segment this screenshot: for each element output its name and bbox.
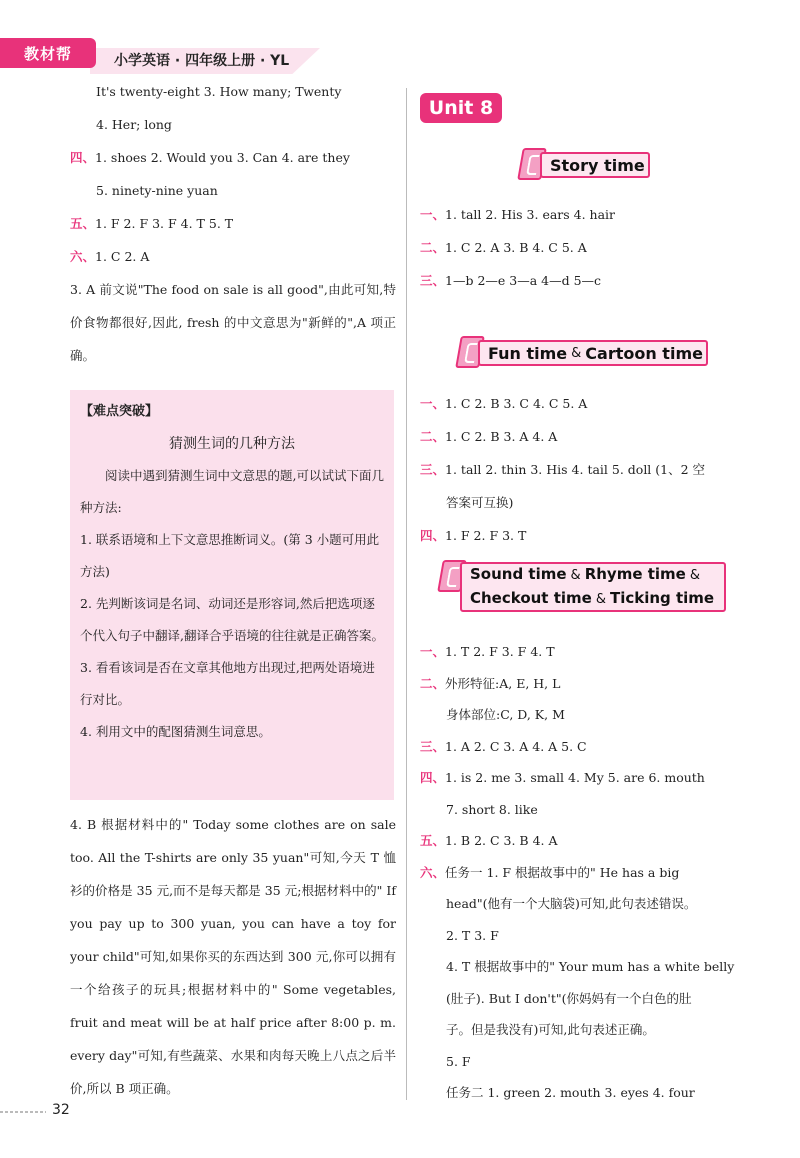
answer-line: 1. C 2. B 3. A 4. A	[445, 429, 558, 444]
answer-line: 1. C 2. B 3. C 4. C 5. A	[445, 396, 588, 411]
section-mark: 四、	[420, 528, 446, 543]
section-mark: 六、	[70, 249, 96, 264]
answer-line: 1. is 2. me 3. small 4. My 5. are 6. mouth	[445, 770, 705, 785]
answer-line: 任务二 1. green 2. mouth 3. eyes 4. four	[446, 1085, 695, 1100]
unit-label: Unit 8	[420, 93, 502, 123]
ampersand: &	[571, 345, 582, 361]
answer-line: 1. F 2. F 3. F 4. T 5. T	[95, 216, 234, 231]
tip-box	[70, 390, 394, 800]
answer-line: 子。但是我没有)可知,此句表述正确。	[446, 1022, 655, 1037]
answer-line: 1. shoes 2. Would you 3. Can 4. are they	[95, 150, 350, 165]
section-banner-sound	[460, 562, 726, 612]
tip-item: 1. 联系语境和上下文意思推断词义。(第 3 小题可用此方法)	[80, 532, 380, 579]
answer-line: 1. T 2. F 3. F 4. T	[445, 644, 555, 659]
column-divider	[406, 88, 407, 1100]
answer-line: 外形特征:A, E, H, L	[445, 675, 561, 691]
answer-line: 7. short 8. like	[446, 801, 538, 817]
page-dots	[0, 1111, 46, 1113]
tip-item: 2. 先判断该词是名词、动词还是形容词,然后把选项逐个代入句子中翻译,翻译合乎语境的往往就是正确答案。	[80, 596, 384, 643]
section-title: Sound time	[470, 565, 567, 583]
section-mark: 二、	[420, 675, 446, 691]
section-banner-fun	[478, 340, 708, 366]
section-title: Story time	[550, 155, 645, 175]
answer-line: 4. Her; long	[96, 117, 172, 132]
answer-line: 5. F	[446, 1053, 471, 1069]
section-title: Checkout time	[470, 589, 592, 607]
tip-heading: 【难点突破】	[80, 404, 159, 419]
section-banner-story	[540, 152, 650, 178]
section-mark: 二、	[420, 429, 446, 444]
answer-line: 1. B 2. C 3. B 4. A	[445, 833, 558, 848]
section-mark: 六、	[420, 864, 446, 880]
section-title: Fun time	[488, 343, 568, 363]
section-mark: 四、	[70, 150, 96, 165]
explanation-q3: 3. A 前文说"The food on sale is all good",由此可知,特价食物都很好,因此, fresh 的中文意思为"新鲜的",A 项正确。	[70, 282, 396, 363]
answer-line: 1. C 2. A 3. B 4. C 5. A	[445, 240, 587, 255]
tip-intro: 阅读中遇到猜测生词中文意思的题,可以试试下面几种方法:	[80, 468, 384, 515]
answer-line: 1. tall 2. His 3. ears 4. hair	[445, 207, 616, 222]
tip-item: 3. 看看该词是否在文章其他地方出现过,把两处语境进行对比。	[80, 660, 375, 707]
section-mark: 三、	[420, 462, 446, 477]
answer-line: (肚子). But I don't"(你妈妈有一个白色的肚	[446, 990, 692, 1006]
answer-line: 1—b 2—e 3—a 4—d 5—c	[445, 273, 602, 288]
section-title: Rhyme time	[584, 565, 686, 583]
section-mark: 二、	[420, 240, 446, 255]
section-mark: 一、	[420, 396, 446, 411]
section-mark: 一、	[420, 644, 446, 659]
answer-line: 答案可互换)	[446, 495, 514, 510]
answer-line: head"(他有一个大脑袋)可知,此句表述错误。	[446, 896, 697, 911]
brand-logo: 教材帮	[0, 38, 96, 68]
section-mark: 一、	[420, 207, 446, 222]
section-mark: 三、	[420, 273, 446, 288]
answer-line: 1. tall 2. thin 3. His 4. tail 5. doll (1、2 空	[445, 462, 706, 477]
section-mark: 四、	[420, 770, 446, 785]
answer-line: 1. C 2. A	[95, 249, 150, 264]
ampersand: &	[570, 568, 581, 583]
section-mark: 三、	[420, 738, 446, 754]
section-title: Cartoon time	[585, 343, 703, 363]
book-title: 小学英语 · 四年级上册 · YL	[114, 53, 290, 69]
explanation-q4: 4. B 根据材料中的" Today some clothes are on sale too. All the T-shirts are only 35 yuan"可知,今天 T 恤衫的价格是 35 元,而不是每天都是 35 元;根据材料中的" If you pay up to 300 yuan, you can have a toy for your child"可知,如果你买的东西达到 300 元,你可以拥有一个给孩子的玩具;根据材料中的" Some vegetables, fruit and meat will be at half price after 8:00 p. m. every day"可知,有些蔬菜、水果和肉每天晚上八点之后半价,所以 B 项正确。	[70, 817, 396, 1096]
answer-line: 1. A 2. C 3. A 4. A 5. C	[445, 738, 587, 754]
section-title: Ticking time	[609, 589, 715, 607]
answer-line: 任务一 1. F 根据故事中的" He has a big	[445, 864, 680, 880]
section-mark: 五、	[420, 833, 446, 848]
page-number: 32	[52, 1102, 70, 1118]
answer-line: 5. ninety-nine yuan	[96, 183, 218, 198]
tip-item: 4. 利用文中的配图猜测生词意思。	[80, 724, 271, 739]
answer-line: It's twenty-eight 3. How many; Twenty	[96, 84, 342, 99]
left-column	[70, 75, 400, 372]
ampersand: &	[689, 568, 700, 583]
answer-line: 4. T 根据故事中的" Your mum has a white belly	[446, 959, 735, 974]
answer-line: 身体部位:C, D, K, M	[446, 707, 565, 722]
answer-line: 2. T 3. F	[446, 927, 499, 943]
answer-line: 1. F 2. F 3. T	[445, 528, 527, 543]
tip-title: 猜测生词的几种方法	[169, 436, 295, 452]
section-mark: 五、	[70, 216, 96, 231]
ampersand: &	[595, 592, 606, 607]
